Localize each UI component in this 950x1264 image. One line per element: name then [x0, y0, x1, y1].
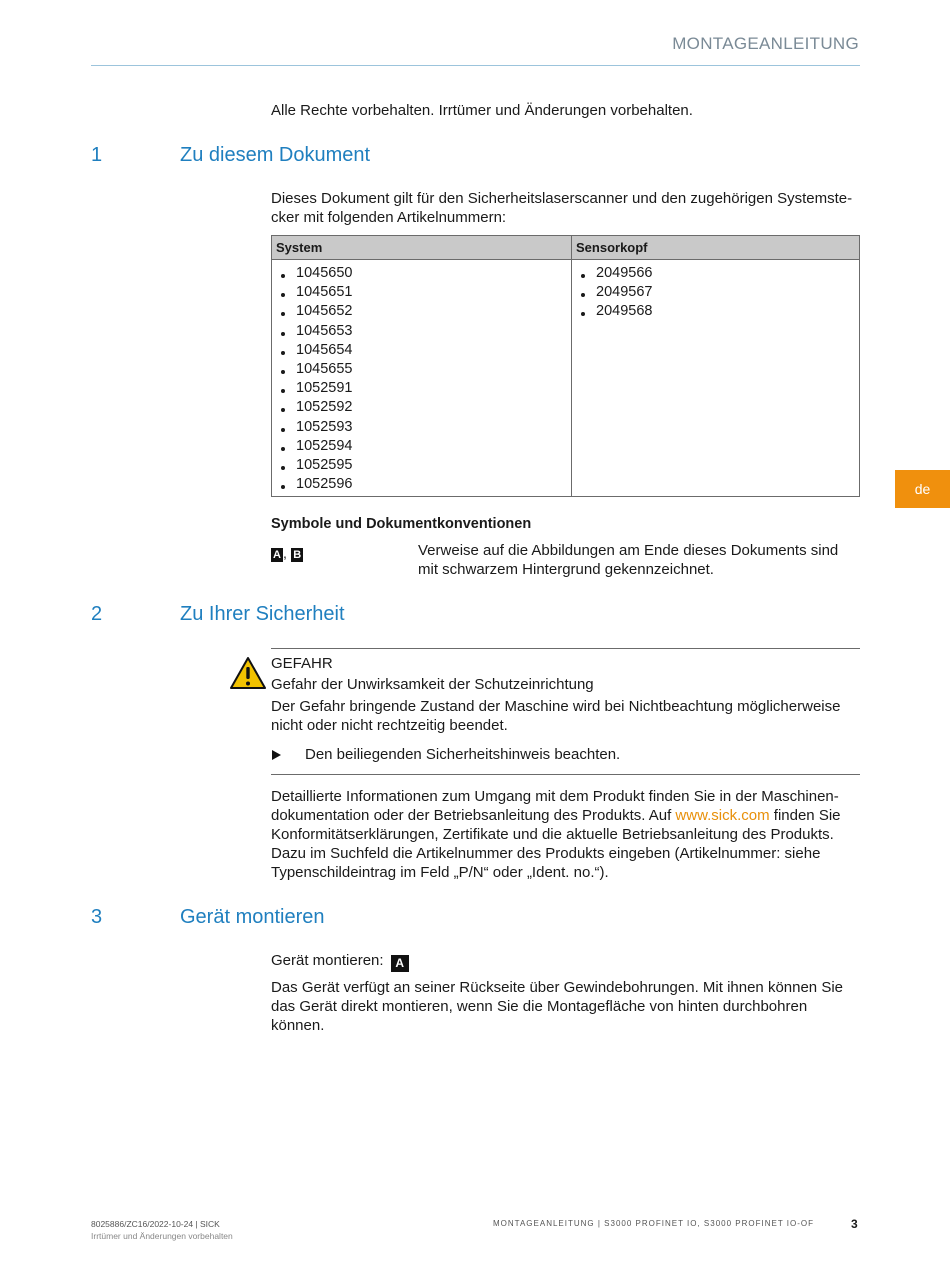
warning-bottom-rule: [271, 774, 860, 775]
section3-title: Gerät montieren: [180, 906, 325, 928]
list-item: 1052596: [276, 475, 567, 494]
list-item: 1052593: [276, 418, 567, 437]
list-item: 1045655: [276, 360, 567, 379]
section2-title: Zu Ihrer Sicherheit: [180, 603, 345, 625]
figure-badge-b: B: [293, 549, 302, 561]
list-item: 1045653: [276, 322, 567, 341]
warning-label: GEFAHR: [271, 655, 333, 672]
list-item: 1045652: [276, 302, 567, 321]
section3-number: 3: [91, 906, 103, 928]
footer-title: MONTAGEANLEITUNG | S3000 PROFINET IO, S3000 PROFINET IO-OF: [493, 1219, 815, 1228]
warning-triangle-icon: [229, 656, 267, 690]
header-title: MONTAGEANLEITUNG: [672, 34, 859, 53]
warning-top-rule: [271, 648, 860, 649]
section1-title: Zu diesem Dokument: [180, 144, 371, 166]
list-item: 2049568: [576, 302, 855, 321]
warning-text: Der Gefahr bringende Zustand der Maschine wird bei Nichtbeachtung möglicherweise nicht oder nicht rechtzeitig beendet.: [271, 698, 841, 734]
sensor-list: [576, 264, 855, 322]
list-item: 2049566: [576, 264, 855, 283]
list-item: 1045650: [276, 264, 567, 283]
system-cell: [272, 260, 572, 497]
list-item: 1045654: [276, 341, 567, 360]
table-header-sensorkopf: Sensorkopf: [572, 236, 860, 260]
list-item: 1052592: [276, 398, 567, 417]
header-divider: [91, 65, 860, 66]
info-text-after-link: finden Sie Konformitätserklärungen, Zertifikate und die aktuelle Betriebsanleitung des Produkts. Dazu im Suchfeld die Artikelnummer des Produkts eingeben (Artikelnummer: siehe Typenschildeintrag im Feld „P/N“ oder „Ident. no.“).: [271, 807, 841, 881]
section1-number: 1: [91, 144, 103, 166]
footer-doc-id: 8025886/ZC16/2022-10-24 | SICK: [91, 1219, 220, 1229]
rights-line: Alle Rechte vorbehalten. Irrtümer und Änderungen vorbehalten.: [271, 102, 693, 119]
page-number: 3: [851, 1217, 858, 1231]
table-header-system: System: [272, 236, 572, 260]
list-item: 2049567: [576, 283, 855, 302]
footer-disclaimer: Irrtümer und Änderungen vorbehalten: [91, 1231, 233, 1241]
article-number-table: [271, 235, 860, 497]
section2-number: 2: [91, 603, 103, 625]
figure-badge-a-mount: A: [391, 955, 409, 972]
mount-label-line: [271, 951, 409, 972]
mount-text: Das Gerät verfügt an seiner Rückseite über Gewindebohrungen. Mit ihnen können Sie das Gerät direkt montieren, wenn Sie die Montagefläche von hinten durchbohren können.: [271, 979, 843, 1034]
badge-separator: ,: [282, 545, 287, 561]
list-item: 1052594: [276, 437, 567, 456]
system-list: [276, 264, 567, 494]
section1-intro: Dieses Dokument gilt für den Sicherheitslaserscanner und den zugehörigen Systemste- cker mit folgenden Artikelnummern:: [271, 190, 853, 226]
figure-reference-badges: [271, 544, 303, 563]
arrow-right-icon: [271, 748, 283, 760]
warning-subtitle: Gefahr der Unwirksamkeit der Schutzeinrichtung: [271, 676, 594, 693]
language-tab[interactable]: de: [895, 470, 950, 508]
list-item: 1045651: [276, 283, 567, 302]
sick-website-link[interactable]: www.sick.com: [675, 807, 770, 824]
info-paragraph: [271, 787, 861, 882]
figure-badge-a: A: [273, 549, 281, 561]
list-item: 1052591: [276, 379, 567, 398]
conventions-text: Verweise auf die Abbildungen am Ende dieses Dokuments sind mit schwarzem Hintergrund gekennzeichnet.: [418, 542, 839, 578]
list-item: 1052595: [276, 456, 567, 475]
mount-label: Gerät montieren:: [271, 952, 384, 969]
info-text-before-link: Detaillierte Informationen zum Umgang mit dem Produkt finden Sie in der Maschinen- dokumentation oder der Betriebsanleitung des Produkts. Auf: [271, 788, 839, 824]
warning-action: Den beiliegenden Sicherheitshinweis beachten.: [305, 746, 621, 763]
sensor-cell: [572, 260, 860, 497]
conventions-heading: Symbole und Dokumentkonventionen: [271, 516, 532, 532]
